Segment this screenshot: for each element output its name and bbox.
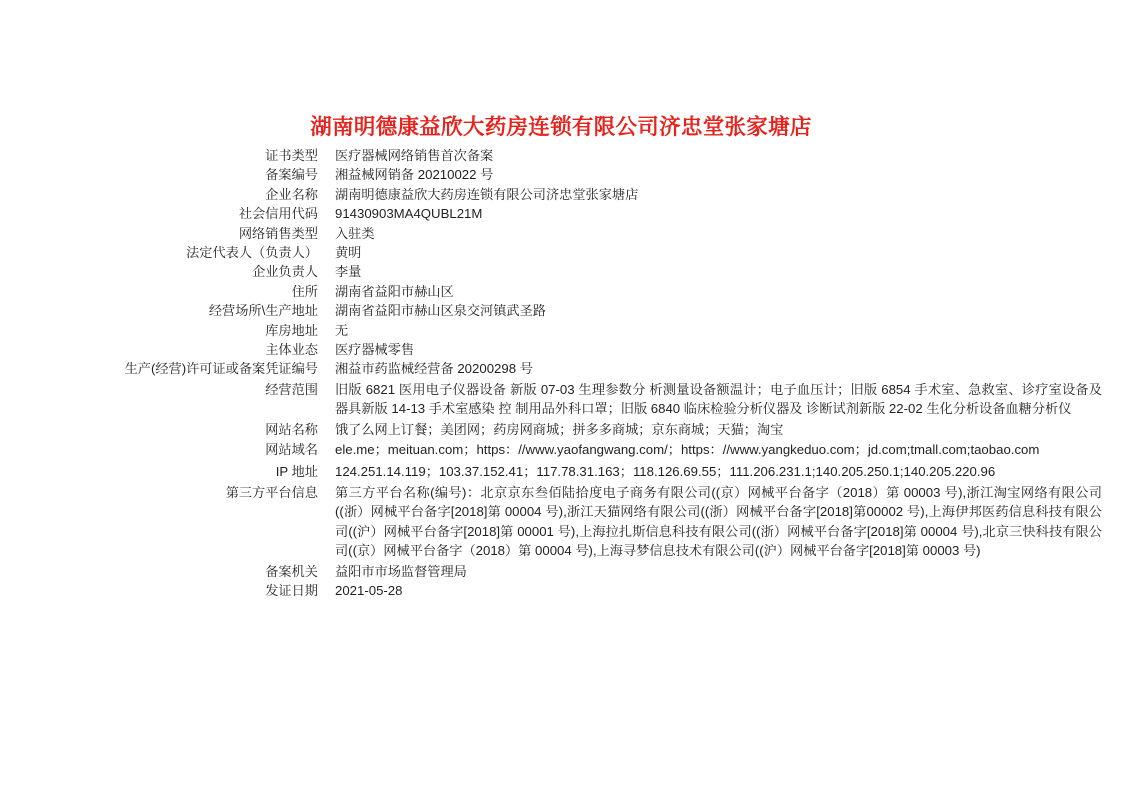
table-row (0, 282, 1122, 301)
row-value: 湘益械网销备 20210022 号 (335, 167, 494, 183)
table-row (0, 359, 1122, 378)
row-value: 入驻类 (335, 225, 375, 241)
table-row (0, 340, 1122, 359)
row-label: 企业负责人 (252, 264, 318, 280)
table-row (0, 482, 1122, 562)
row-value: 湖南省益阳市赫山区泉交河镇武圣路 (335, 303, 546, 319)
table-row (0, 185, 1122, 204)
row-label: 网络销售类型 (238, 225, 318, 241)
row-value: 医疗器械网络销售首次备案 (335, 148, 494, 163)
table-row (0, 262, 1122, 281)
table-row (0, 461, 1122, 482)
row-value: 124.251.14.119；103.37.152.41；117.78.31.163；118.126.69.55；111.206.231.1;140.205.250.1;140.205.220.96 (335, 463, 996, 479)
row-label: 第三方平台信息 (225, 484, 318, 500)
table-row (0, 439, 1122, 460)
table-row (0, 379, 1122, 420)
row-value: ele.me；meituan.com；https：//www.yaofangwang.com/；https：//www.yangkeduo.com；jd.com;tmall.com;taobao.com (335, 442, 1040, 458)
row-label: 库房地址 (265, 322, 318, 338)
row-label: 备案编号 (265, 167, 318, 183)
row-label: 主体业态 (265, 342, 318, 358)
certificate-details-table (0, 146, 1122, 600)
row-label: 住所 (291, 283, 318, 299)
table-row (0, 165, 1122, 184)
row-label: IP 地址 (275, 463, 318, 479)
table-row (0, 562, 1122, 581)
row-value: 旧版 6821 医用电子仪器设备 新版 07-03 生理参数分 析测量设备额温计；电子血压计；旧版 6854 手术室、急救室、诊疗室设备及器具新版 14-13 手术室感染 控 制用品外科口罩；旧版 6840 临床检验分析仪器及 诊断试剂新版 22-02 生化分析设备血糖分析仪 (335, 381, 1102, 417)
row-label: 生产(经营)许可证或备案凭证编号 (124, 361, 318, 377)
row-value: 91430903MA4QUBL21M (335, 206, 483, 222)
row-label: 发证日期 (265, 582, 318, 598)
row-label: 法定代表人（负责人） (186, 245, 318, 261)
row-value: 无 (335, 322, 349, 338)
row-value: 黄明 (335, 245, 362, 261)
row-value: 李量 (335, 264, 362, 280)
row-value: 湖南明德康益欣大药房连锁有限公司济忠堂张家塘店 (335, 186, 639, 202)
table-row (0, 146, 1122, 165)
row-value: 2021-05-28 (335, 582, 403, 598)
table-row (0, 581, 1122, 600)
row-value: 第三方平台名称(编号)：北京京东叁佰陆拾度电子商务有限公司((京）网械平台备字（2018）第 00003 号),浙江淘宝网络有限公司((浙）网械平台备字[2018]第 00004 号),浙江天猫网络有限公司((浙）网械平台备字[2018]第00002 号),上海伊邦医药信息科技有限公司((沪）网械平台备字[2018]第 00001 号),上海拉扎斯信息科技有限公司((浙）网械平台备字[2018]第 00004 号),北京三快科技有限公司((京）网械平台备字（2018）第 00004 号),上海寻梦信息技术有限公司((沪）网械平台备字[2018]第 00003 号) (335, 484, 1102, 559)
row-value: 湖南省益阳市赫山区 (335, 283, 454, 299)
row-value: 饿了么网上订餐；美团网；药房网商城；拼多多商城；京东商城；天猫；淘宝 (335, 421, 784, 437)
row-label: 备案机关 (265, 563, 318, 579)
row-label: 经营范围 (265, 381, 318, 397)
table-row (0, 224, 1122, 243)
row-label: 经营场所\生产地址 (208, 303, 318, 319)
row-label: 网站域名 (265, 442, 318, 458)
row-label: 社会信用代码 (238, 206, 318, 222)
table-row (0, 243, 1122, 262)
row-value: 医疗器械零售 (335, 342, 415, 358)
row-label: 企业名称 (265, 186, 318, 202)
row-value: 湘益市药监械经营备 20200298 号 (335, 361, 533, 377)
table-row (0, 301, 1122, 320)
row-value: 益阳市市场监督管理局 (335, 563, 467, 579)
table-row (0, 420, 1122, 439)
row-label: 证书类型 (265, 148, 318, 163)
table-row (0, 321, 1122, 340)
table-row (0, 204, 1122, 223)
page-title: 湖南明德康益欣大药房连锁有限公司济忠堂张家塘店 (310, 115, 812, 139)
row-label: 网站名称 (265, 421, 318, 437)
